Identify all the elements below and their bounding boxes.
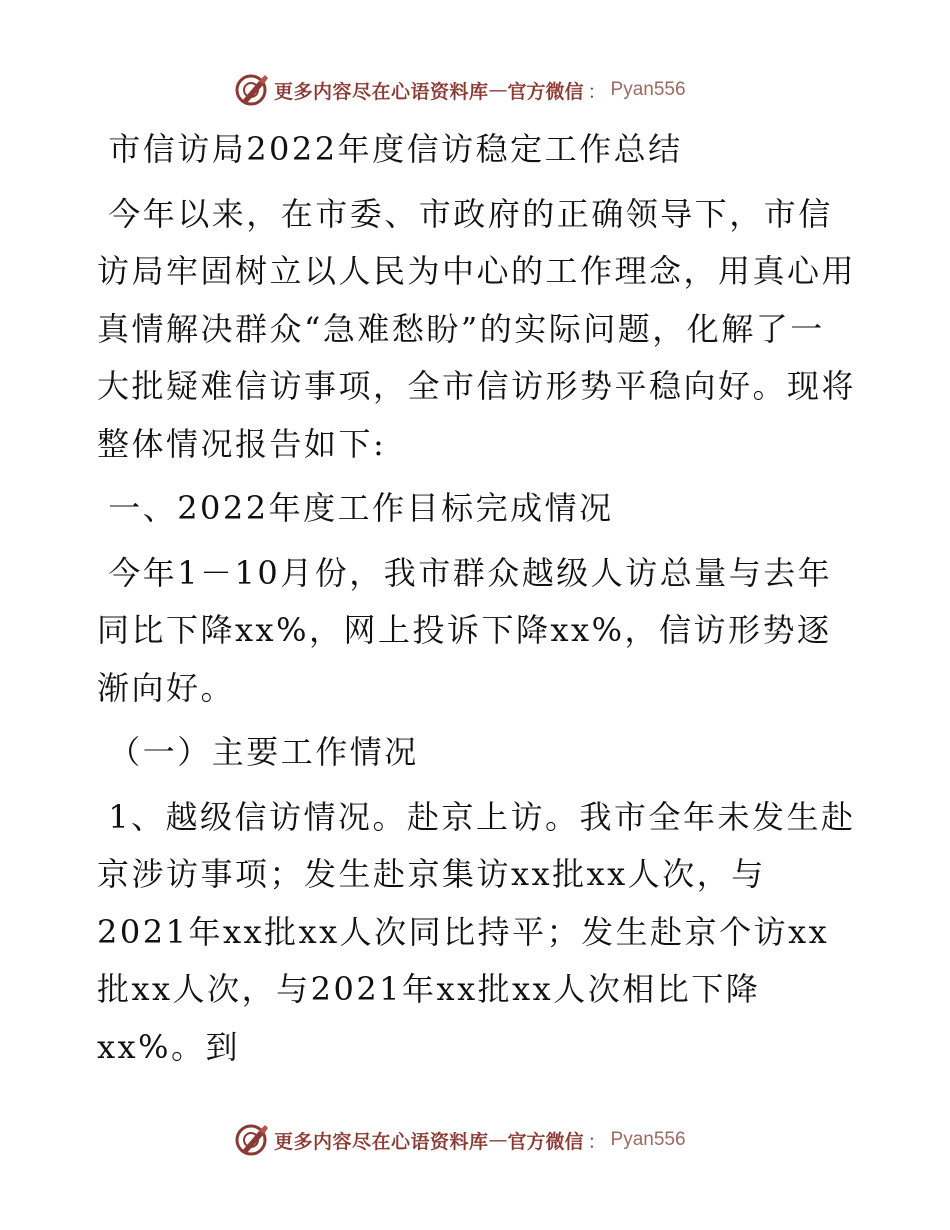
- header-official-label: 官方微信: [507, 80, 584, 103]
- footer-official-label: 官方微信: [507, 1130, 584, 1153]
- subsection-1-heading: （一）主要工作情况: [108, 733, 419, 771]
- footer-wechat-id: Pyan556: [610, 1129, 686, 1150]
- header-watermark-banner: [234, 72, 686, 108]
- header-separator: —: [488, 79, 508, 101]
- item-1-paragraph: 1、越级信访情况。赴京上访。我市全年未发生赴京涉访事项；发生赴京集访xx批xx人次，与2021年xx批xx人次同比持平；发生赴京个访xx批xx人次，与2021年xx批xx人次相比下降xx%。到: [97, 797, 856, 1066]
- footer-watermark-banner: [234, 1122, 686, 1158]
- section-1-heading: 一、2022年度工作目标完成情况: [108, 489, 614, 527]
- header-colon: ：: [587, 80, 607, 103]
- header-wechat-id: Pyan556: [610, 79, 686, 100]
- intro-paragraph: 今年以来，在市委、市政府的正确领导下，市信访局牢固树立以人民为中心的工作理念，用真心用真情解决群众“急难愁盼”的实际问题，化解了一大批疑难信访事项，全市信访形势平稳向好。现将整体情况报告如下:: [97, 194, 857, 463]
- footer-separator: —: [488, 1129, 508, 1151]
- document-body: [97, 121, 857, 1076]
- pen-logo-icon: [234, 72, 270, 108]
- footer-colon: ：: [587, 1130, 607, 1153]
- document-title: 市信访局2022年度信访稳定工作总结: [108, 130, 683, 168]
- pen-logo-icon: [234, 1122, 270, 1158]
- header-promo-text: 更多内容尽在心语资料库: [274, 80, 489, 103]
- footer-promo-text: 更多内容尽在心语资料库: [274, 1130, 489, 1153]
- section-1-paragraph: 今年1－10月份，我市群众越级人访总量与去年同比下降xx%，网上投诉下降xx%，信访形势逐渐向好。: [97, 553, 833, 707]
